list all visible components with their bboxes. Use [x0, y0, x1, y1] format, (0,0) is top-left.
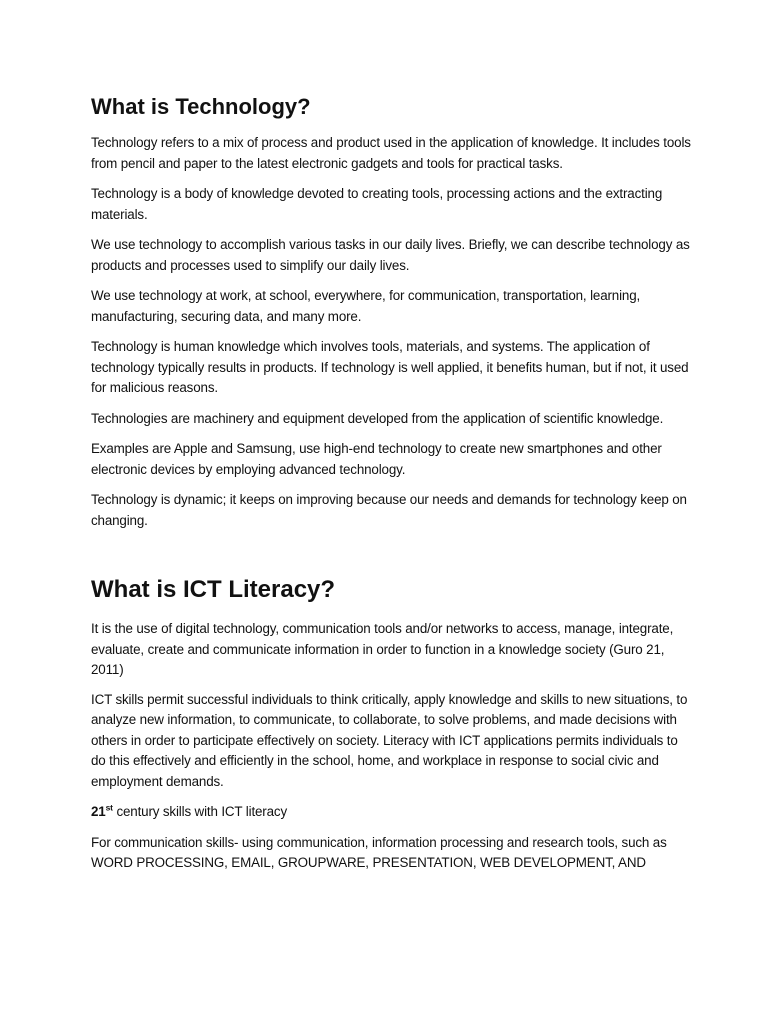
paragraph: Technology is a body of knowledge devoted to creating tools, processing actions and the extracting materials.	[91, 186, 663, 222]
paragraph: Examples are Apple and Samsung, use high-end technology to create new smartphones and other electronic devices by employing advanced technology.	[91, 441, 662, 477]
skills-line-suffix: st	[105, 802, 113, 813]
paragraph: Technology is human knowledge which involves tools, materials, and systems. The application of technology typically results in products. If technology is well applied, it benefits human, but if not, it used for malicious reasons.	[91, 339, 689, 395]
paragraph: Technologies are machinery and equipment developed from the application of scientific knowledge.	[91, 410, 664, 426]
skills-line-text: century skills with ICT literacy	[112, 804, 288, 819]
document-content	[91, 93, 691, 884]
heading-what-is-technology: What is Technology?	[91, 94, 311, 119]
skills-line	[91, 802, 691, 823]
paragraph: For communication skills- using communication, information processing and research tools, such as WORD PROCESSING, EMAIL, GROUPWARE, PRESENTATION, WEB DEVELOPMENT, AND	[91, 834, 667, 870]
paragraph: ICT skills permit successful individuals to think critically, apply knowledge and skills to new situations, to analyze new information, to communicate, to collaborate, to solve problems, and made decisions with others in order to participate effectively on society. Literacy with ICT applications permits individuals to do this effectively and efficiently in the school, home, and workplace in response to social civic and employment demands.	[91, 691, 688, 789]
paragraph: Technology is dynamic; it keeps on improving because our needs and demands for technology keep on changing.	[91, 492, 687, 528]
paragraph: We use technology at work, at school, everywhere, for communication, transportation, learning, manufacturing, securing data, and many more.	[91, 288, 641, 324]
skills-line-number: 21	[91, 804, 106, 819]
paragraph: Technology refers to a mix of process and product used in the application of knowledge. It includes tools from pencil and paper to the latest electronic gadgets and tools for practical tasks.	[91, 135, 691, 171]
paragraph: It is the use of digital technology, communication tools and/or networks to access, manage, integrate, evaluate, create and communicate information in order to function in a knowledge society (Guro 21, 2011)	[91, 621, 674, 677]
heading-what-is-ict-literacy: What is ICT Literacy?	[91, 576, 336, 603]
paragraph: We use technology to accomplish various tasks in our daily lives. Briefly, we can describe technology as products and processes used to simplify our daily lives.	[91, 237, 690, 273]
